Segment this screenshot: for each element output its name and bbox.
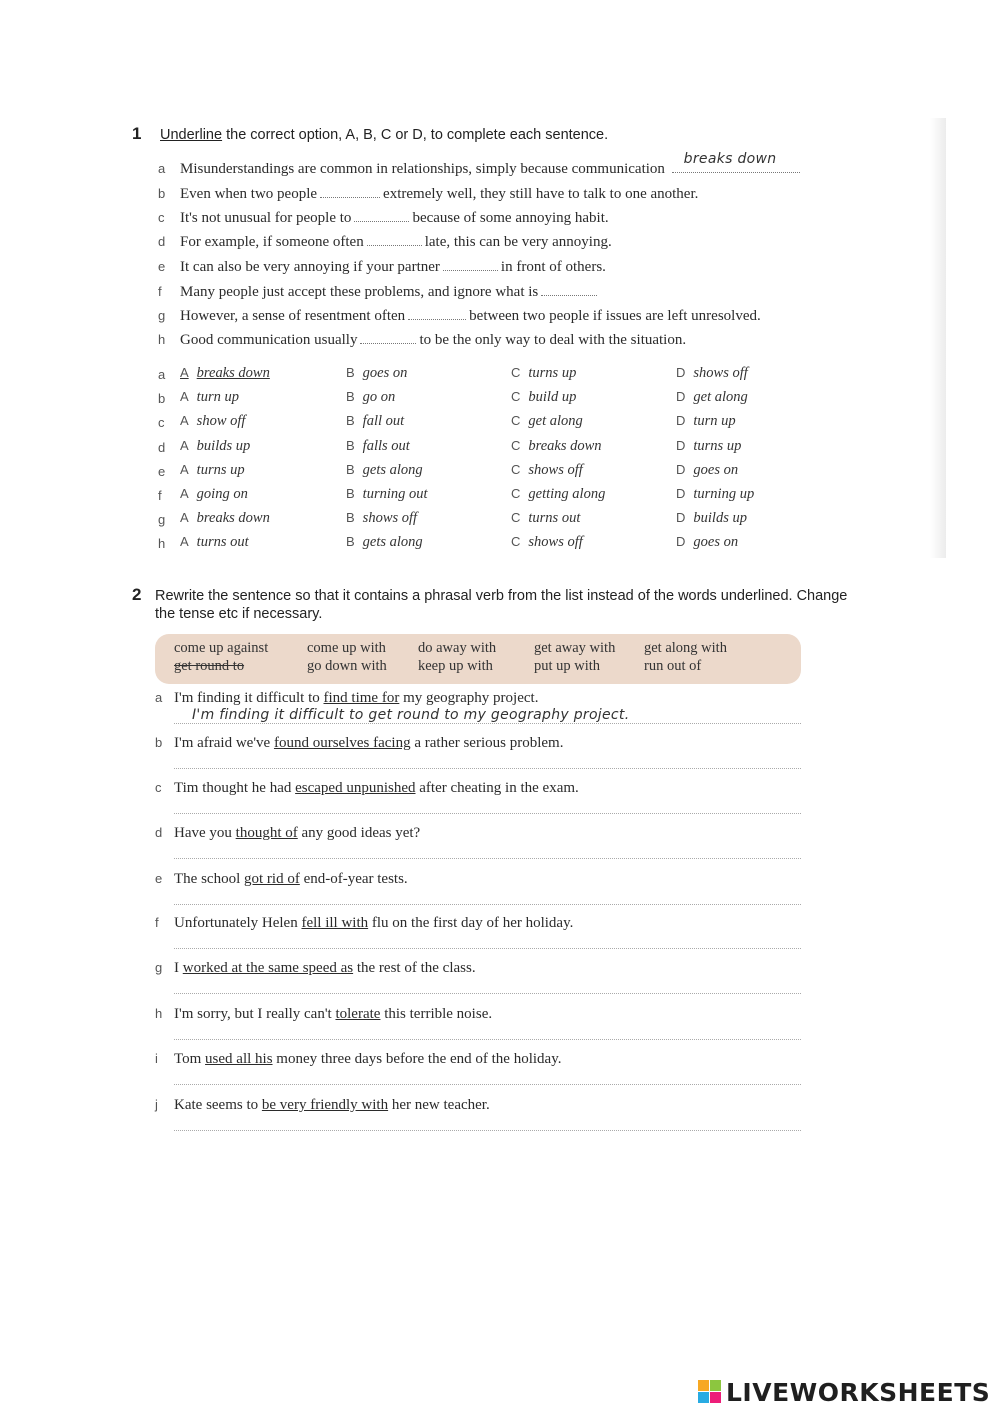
option-letter: C — [511, 438, 521, 453]
sentence-text: Good communication usually — [180, 332, 358, 348]
logo-text: LIVEWORKSHEETS — [726, 1378, 991, 1407]
option-text: getting along — [528, 486, 606, 502]
option-letter: A — [180, 413, 189, 428]
word-box-item: get along with — [644, 640, 727, 656]
answer-line[interactable] — [174, 1039, 801, 1040]
option-d[interactable] — [676, 462, 738, 479]
item-text-after: her new teacher. — [388, 1097, 490, 1113]
item-text-after: this terrible noise. — [380, 1006, 493, 1022]
option-d[interactable] — [676, 365, 748, 382]
option-letter: B — [346, 486, 355, 501]
option-text: going on — [196, 486, 248, 502]
answer-blank[interactable] — [320, 185, 380, 198]
item-underlined-phrase: used all his — [205, 1051, 273, 1067]
option-letter: C — [511, 413, 521, 428]
word-box-item: put up with — [534, 658, 601, 674]
item-underlined-phrase: be very friendly with — [261, 1097, 389, 1113]
option-d[interactable] — [676, 534, 738, 551]
option-text: goes on — [362, 365, 408, 381]
exercise-1-number: 1 — [132, 124, 142, 143]
scan-edge-shadow — [930, 118, 946, 558]
option-text: breaks down — [196, 365, 270, 381]
option-text: go on — [362, 389, 396, 405]
option-letter: B — [346, 365, 355, 380]
ex2-item-d — [155, 825, 420, 842]
sentence-text-after: because of some annoying habit. — [412, 210, 609, 226]
option-d[interactable] — [676, 438, 741, 455]
option-letter: D — [676, 413, 686, 428]
item-underlined-phrase: worked at the same speed as — [182, 960, 354, 976]
item-underlined-phrase: find time for — [323, 690, 400, 706]
item-underlined-phrase: thought of — [235, 825, 298, 841]
item-text-after: my geography project. — [399, 690, 539, 706]
ex2-item-f — [155, 915, 573, 932]
answer-blank[interactable] — [672, 151, 800, 173]
answer-blank[interactable] — [360, 331, 416, 344]
item-text-after: any good ideas yet? — [297, 825, 421, 841]
option-a[interactable] — [180, 510, 270, 527]
exercise-2-instruction-line2: the tense etc if necessary. — [155, 606, 323, 622]
option-row-letter: g — [158, 512, 166, 527]
item-underlined-phrase: escaped unpunished — [295, 780, 416, 796]
option-text: shows off — [528, 462, 583, 478]
answer-line[interactable] — [174, 1130, 801, 1131]
option-text: turn up — [693, 413, 736, 429]
item-letter: a — [155, 690, 163, 705]
option-a[interactable] — [180, 534, 249, 551]
item-text-after: money three days before the end of the holiday. — [272, 1051, 562, 1067]
sentence-text-after: late, this can be very annoying. — [424, 234, 612, 250]
item-letter: h — [155, 1006, 163, 1021]
option-text: turns up — [528, 365, 577, 381]
option-text: turning up — [693, 486, 755, 502]
answer-blank[interactable] — [367, 233, 422, 246]
option-row-letter: h — [158, 536, 166, 551]
option-text: shows off — [528, 534, 583, 550]
logo-mark-icon — [698, 1380, 722, 1406]
option-text: shows off — [362, 510, 418, 526]
option-letter: B — [346, 438, 355, 453]
sentence-letter: f — [158, 284, 162, 299]
option-letter: C — [511, 462, 521, 477]
option-text: falls out — [362, 438, 410, 454]
item-letter: f — [155, 915, 159, 930]
ex2-item-j — [155, 1097, 490, 1114]
item-letter: e — [155, 871, 163, 886]
word-box-item: run out of — [644, 658, 702, 674]
ex1-sentence-b — [158, 185, 698, 203]
answer-line[interactable] — [174, 858, 801, 859]
item-text-after: after cheating in the exam. — [415, 780, 579, 796]
word-box-item-used: get round to — [174, 658, 245, 674]
option-text: gets along — [362, 462, 423, 478]
item-text-before: The school — [174, 871, 244, 887]
option-row-letter: e — [158, 464, 166, 479]
ex1-sentence-d — [158, 233, 612, 251]
option-text: get along — [528, 413, 583, 429]
ex2-item-a — [155, 690, 538, 707]
option-a[interactable] — [180, 389, 239, 406]
instruction-text: the correct option, A, B, C or D, to complete each sentence. — [222, 127, 609, 143]
sentence-text: Misunderstandings are common in relationships, simply because communication — [180, 161, 665, 177]
answer-line[interactable] — [174, 768, 801, 769]
item-letter: b — [155, 735, 163, 750]
word-box-item: go down with — [307, 658, 387, 674]
option-letter: C — [511, 534, 521, 549]
sentence-letter: a — [158, 161, 166, 176]
sentence-text: It can also be very annoying if your partner — [180, 259, 440, 275]
ex1-sentence-f — [158, 283, 600, 301]
option-letter: B — [346, 413, 355, 428]
option-text: gets along — [362, 534, 423, 550]
option-b[interactable] — [346, 389, 395, 406]
ex1-sentence-h — [158, 331, 686, 349]
option-text: breaks down — [196, 510, 270, 526]
option-a[interactable] — [180, 462, 245, 479]
ex2-item-b — [155, 735, 563, 752]
option-letter: C — [511, 486, 521, 501]
answer-line[interactable] — [174, 993, 801, 994]
ex2-item-e — [155, 871, 408, 888]
option-text: shows off — [693, 365, 748, 381]
option-a[interactable] — [180, 413, 245, 430]
sentence-text: However, a sense of resentment often — [180, 308, 406, 324]
item-letter: j — [155, 1097, 158, 1112]
answer-blank[interactable] — [354, 209, 409, 222]
option-a[interactable] — [180, 486, 248, 503]
word-box-item: come up against — [174, 640, 269, 656]
answer-line[interactable] — [174, 1084, 801, 1085]
option-b[interactable] — [346, 486, 428, 503]
item-text-before: I'm afraid we've — [174, 735, 274, 751]
option-c[interactable] — [511, 413, 583, 430]
item-text-before: Kate seems to — [174, 1097, 262, 1113]
sentence-text: Many people just accept these problems, and ignore what is — [180, 284, 539, 300]
sentence-letter: c — [158, 210, 165, 225]
option-letter: D — [676, 462, 686, 477]
item-text-before: I — [174, 960, 183, 976]
option-text: build up — [528, 389, 577, 405]
item-letter: i — [155, 1051, 158, 1066]
answer-blank[interactable] — [541, 283, 597, 296]
option-text: show off — [196, 413, 246, 429]
option-letter: D — [676, 438, 686, 453]
item-underlined-phrase: got rid of — [243, 871, 300, 887]
option-text: goes on — [693, 462, 739, 478]
sentence-text-after: to be the only way to deal with the situation. — [419, 332, 687, 348]
item-text-after: flu on the first day of her holiday. — [368, 915, 574, 931]
option-text: fall out — [362, 413, 405, 429]
option-text: turns out — [528, 510, 581, 526]
option-letter: A — [180, 534, 189, 549]
option-d[interactable] — [676, 389, 748, 406]
item-text-before: Have you — [174, 825, 236, 841]
sentence-letter: b — [158, 186, 166, 201]
option-letter: D — [676, 365, 686, 380]
exercise-2-instruction-line1: Rewrite the sentence so that it contains a phrasal verb from the list instead of the words underlined. Change — [155, 588, 848, 604]
option-letter: A — [180, 389, 189, 404]
option-a[interactable] — [180, 365, 270, 382]
item-underlined-phrase: tolerate — [335, 1006, 381, 1022]
option-c[interactable] — [511, 510, 580, 527]
exercise-2-number: 2 — [132, 585, 142, 604]
sentence-text: For example, if someone often — [180, 234, 364, 250]
item-text-after: a rather serious problem. — [410, 735, 564, 751]
handwritten-answer: breaks down — [683, 151, 777, 167]
item-text-before: I'm sorry, but I really can't — [174, 1006, 336, 1022]
option-c[interactable] — [511, 462, 583, 479]
option-letter: B — [346, 462, 355, 477]
option-row-letter: a — [158, 367, 166, 382]
option-text: turning out — [362, 486, 428, 502]
option-text: turn up — [196, 389, 239, 405]
ex2-item-h — [155, 1006, 492, 1023]
item-text-before: Tim thought he had — [174, 780, 296, 796]
ex1-sentence-e — [158, 258, 606, 276]
option-letter: C — [511, 365, 521, 380]
sentence-text: It's not unusual for people to — [180, 210, 352, 226]
option-b[interactable] — [346, 365, 407, 382]
option-letter: D — [676, 534, 686, 549]
option-letter: B — [346, 534, 355, 549]
ex1-sentence-g — [158, 307, 761, 325]
item-text-before: Tom — [174, 1051, 206, 1067]
option-c[interactable] — [511, 486, 605, 503]
option-b[interactable] — [346, 510, 417, 527]
option-a[interactable] — [180, 438, 250, 455]
option-letter: D — [676, 510, 686, 525]
item-underlined-phrase: found ourselves facing — [273, 735, 411, 751]
option-row-letter: b — [158, 391, 166, 406]
sentence-letter: d — [158, 234, 166, 249]
item-letter: c — [155, 780, 162, 795]
exercise-1-instruction — [160, 127, 608, 143]
option-text: turns up — [693, 438, 742, 454]
option-letter: A — [180, 486, 189, 501]
sentence-letter: e — [158, 259, 166, 274]
option-text: builds up — [196, 438, 251, 454]
option-b[interactable] — [346, 534, 423, 551]
sentence-text-after: between two people if issues are left unresolved. — [469, 308, 761, 324]
option-text: builds up — [693, 510, 747, 526]
ex2-item-c — [155, 780, 579, 797]
answer-blank[interactable] — [408, 307, 466, 320]
option-b[interactable] — [346, 413, 404, 430]
option-c[interactable] — [511, 365, 576, 382]
option-text: turns up — [196, 462, 245, 478]
word-box-item: get away with — [534, 640, 616, 656]
option-text: turns out — [196, 534, 249, 550]
answer-line[interactable] — [174, 813, 801, 814]
item-text-after: end-of-year tests. — [299, 871, 408, 887]
option-letter: A — [180, 365, 189, 380]
ex1-sentence-c — [158, 209, 609, 227]
option-letter: B — [346, 389, 355, 404]
item-text-before: Unfortunately Helen — [174, 915, 302, 931]
ex1-sentence-a — [158, 151, 803, 178]
ex2-item-g — [155, 960, 476, 977]
handwritten-answer: I'm finding it difficult to get round to my geography project. — [192, 707, 630, 723]
option-c[interactable] — [511, 389, 576, 406]
option-c[interactable] — [511, 534, 583, 551]
option-row-letter: f — [158, 488, 162, 503]
sentence-text-after: in front of others. — [500, 259, 606, 275]
item-text-after: the rest of the class. — [353, 960, 476, 976]
option-text: get along — [693, 389, 748, 405]
option-letter: D — [676, 389, 686, 404]
option-letter: C — [511, 510, 521, 525]
sentence-text-after: extremely well, they still have to talk to one another. — [383, 186, 699, 202]
answer-line[interactable] — [174, 723, 801, 724]
option-letter: D — [676, 486, 686, 501]
option-letter: A — [180, 462, 189, 477]
sentence-letter: h — [158, 332, 166, 347]
instruction-underline-word: Underline — [160, 127, 223, 143]
option-row-letter: c — [158, 415, 165, 430]
ex2-item-i — [155, 1051, 561, 1068]
answer-line[interactable] — [174, 948, 801, 949]
option-text: breaks down — [528, 438, 602, 454]
item-text-before: I'm finding it difficult to — [174, 690, 324, 706]
word-box-item: come up with — [307, 640, 386, 656]
sentence-text: Even when two people — [180, 186, 318, 202]
option-c[interactable] — [511, 438, 602, 455]
option-row-letter: d — [158, 440, 166, 455]
item-underlined-phrase: fell ill with — [301, 915, 369, 931]
option-d[interactable] — [676, 510, 747, 527]
option-letter: B — [346, 510, 355, 525]
option-letter: A — [180, 438, 189, 453]
option-b[interactable] — [346, 438, 410, 455]
option-b[interactable] — [346, 462, 423, 479]
option-text: goes on — [693, 534, 739, 550]
option-letter: C — [511, 389, 521, 404]
sentence-letter: g — [158, 308, 166, 323]
option-d[interactable] — [676, 413, 736, 430]
word-box-item: keep up with — [418, 658, 493, 674]
answer-blank[interactable] — [443, 258, 498, 271]
item-letter: g — [155, 960, 163, 975]
word-box-item: do away with — [418, 640, 497, 656]
answer-line[interactable] — [174, 904, 801, 905]
item-letter: d — [155, 825, 163, 840]
option-letter: A — [180, 510, 189, 525]
option-d[interactable] — [676, 486, 754, 503]
